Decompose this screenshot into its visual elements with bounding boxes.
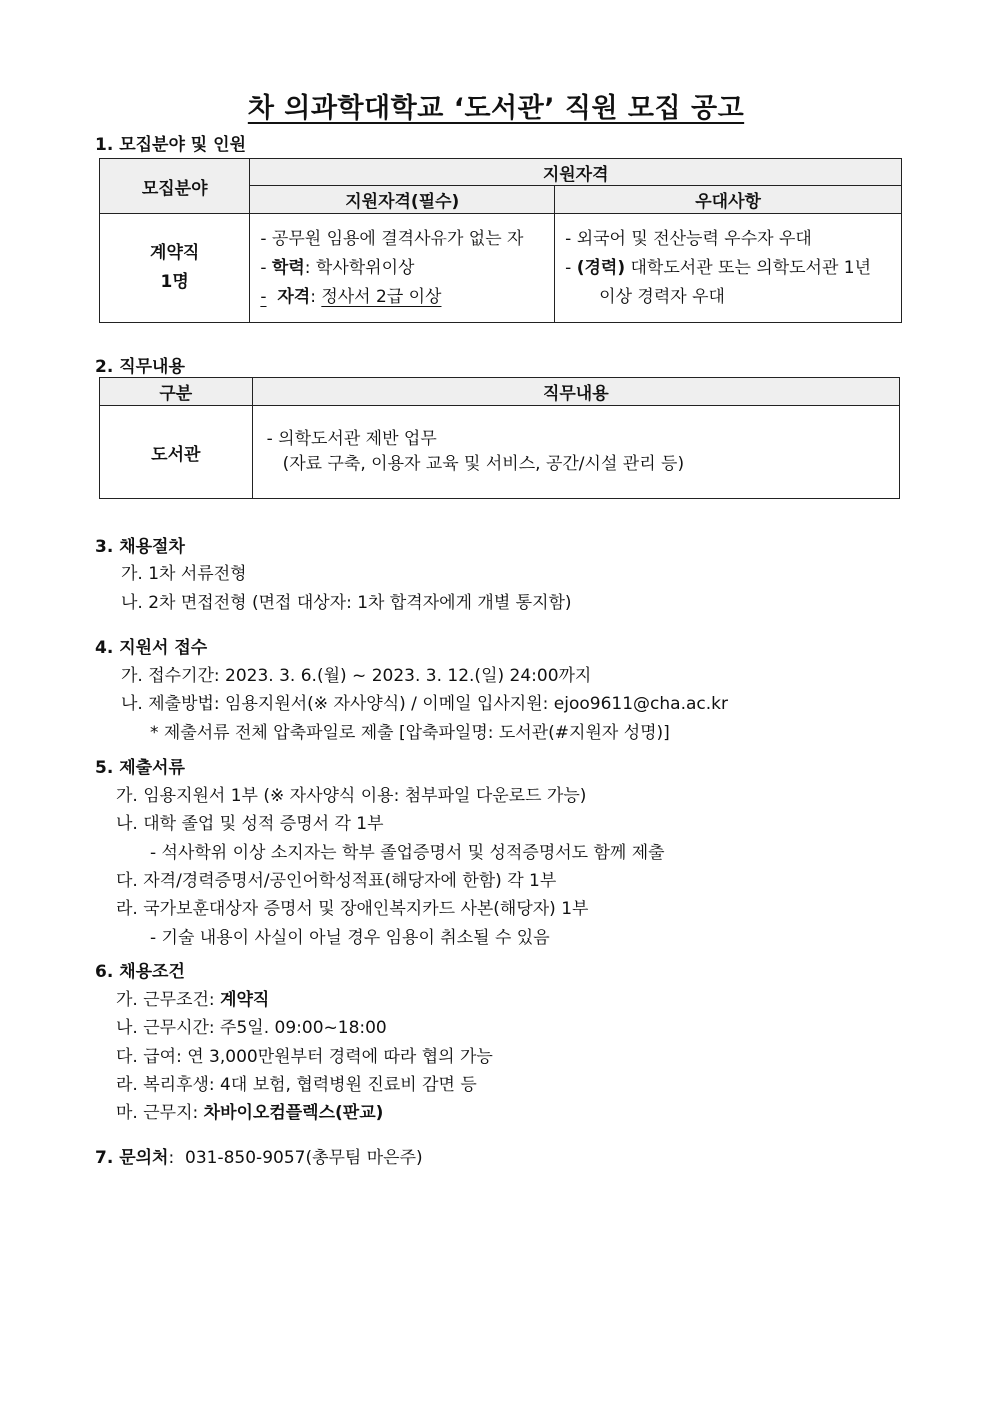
- s5-item-3: 다. 자격/경력증명서/공인어학성적표(해당자에 한함) 각 1부: [116, 871, 557, 891]
- page-title: 차 의과학대학교 ‘도서관’ 직원 모집 공고: [247, 93, 745, 124]
- s6-item-1: 가. 근무조건: 계약직: [116, 990, 270, 1010]
- s5-item-1: 가. 임용지원서 1부 (※ 자사양식 이용: 첨부파일 다운로드 가능): [116, 786, 587, 806]
- recruitment-table: [99, 158, 902, 323]
- header-field: 모집분야: [100, 159, 250, 214]
- section-3-heading: 3. 채용절차: [95, 537, 185, 557]
- s4-item-1: 가. 접수기간: 2023. 3. 6.(월) ~ 2023. 3. 12.(일) 24:00까지: [121, 666, 592, 686]
- duty-line-1: - 의학도서관 제반 업무: [266, 429, 437, 449]
- section-2-heading: 2. 직무내용: [95, 357, 185, 377]
- s5-item-4-note: - 기술 내용이 사실이 아닐 경우 임용이 취소될 수 있음: [150, 928, 550, 948]
- s4-item-2: 나. 제출방법: 임용지원서(※ 자사양식) / 이메일 입사지원: ejoo9611@cha.ac.kr: [121, 694, 728, 714]
- header-type: 구분: [100, 378, 253, 406]
- type-cell: 도서관: [100, 406, 253, 499]
- section-5-heading: 5. 제출서류: [95, 758, 185, 778]
- field-cell: [100, 214, 250, 323]
- section-6-heading: 6. 채용조건: [95, 962, 185, 982]
- field-type: 계약직: [150, 243, 200, 263]
- section-4-heading: 4. 지원서 접수: [95, 638, 208, 658]
- req-line-1: - 공무원 임용에 결격사유가 없는 자: [260, 228, 524, 249]
- pref-line-1: - 외국어 및 전산능력 우수자 우대: [565, 228, 812, 249]
- s5-item-2-note: - 석사학위 이상 소지자는 학부 졸업증명서 및 성적증명서도 함께 제출: [150, 843, 665, 863]
- duty-line-2: (자료 구축, 이용자 교육 및 서비스, 공간/시설 관리 등): [282, 454, 685, 474]
- header-duty: 직무내용: [252, 378, 899, 406]
- section-1-heading: 1. 모집분야 및 인원: [95, 135, 246, 155]
- preferred-cell: [555, 214, 902, 323]
- s4-note: * 제출서류 전체 압축파일로 제출 [압축파일명: 도서관(#지원자 성명)]: [150, 723, 670, 743]
- s5-item-2: 나. 대학 졸업 및 성적 증명서 각 1부: [116, 814, 384, 834]
- s6-item-3: 다. 급여: 연 3,000만원부터 경력에 따라 협의 가능: [116, 1047, 493, 1067]
- s6-item-5: 마. 근무지: 차바이오컴플렉스(판교): [116, 1103, 384, 1123]
- duty-table: [99, 377, 900, 499]
- pref-line-2: - (경력) 대학도서관 또는 의학도서관 1년: [565, 257, 872, 278]
- s3-item-1: 가. 1차 서류전형: [121, 564, 247, 584]
- duty-cell: [252, 406, 899, 499]
- header-qualification: 지원자격: [250, 159, 902, 186]
- req-line-2: - 학력: 학사학위이상: [260, 257, 415, 278]
- s3-item-2: 나. 2차 면접전형 (면접 대상자: 1차 합격자에게 개별 통지함): [121, 593, 572, 613]
- s5-item-4: 라. 국가보훈대상자 증명서 및 장애인복지카드 사본(해당자) 1부: [116, 899, 589, 919]
- header-preferred: 우대사항: [555, 186, 902, 214]
- req-line-3: - 자격: 정사서 2급 이상: [260, 286, 442, 307]
- section-7-contact: 7. 문의처: 031-850-9057(총무팀 마은주): [95, 1148, 423, 1168]
- s6-item-4: 라. 복리후생: 4대 보험, 협력병원 진료비 감면 등: [116, 1075, 477, 1095]
- pref-line-3: 이상 경력자 우대: [599, 286, 725, 307]
- header-required: 지원자격(필수): [250, 186, 555, 214]
- field-count: 1명: [160, 272, 189, 292]
- required-cell: [250, 214, 555, 323]
- s6-item-2: 나. 근무시간: 주5일. 09:00~18:00: [116, 1018, 387, 1038]
